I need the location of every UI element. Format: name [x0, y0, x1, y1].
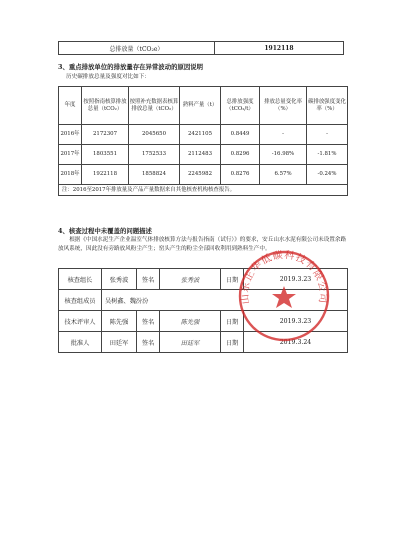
cell: -: [307, 125, 348, 145]
table-row: [59, 125, 348, 145]
signature: 陈先强: [160, 311, 221, 332]
cell: 1752533: [129, 145, 180, 165]
section4-title: 4、核查过程中未覆盖的问题描述: [58, 227, 152, 235]
member-names: 吴树鑫、魏汾汾: [102, 290, 348, 311]
company-stamp: [236, 248, 332, 344]
emissions-total-label: 总排放量（tCO₂e）: [59, 42, 215, 55]
cell: 6.57%: [260, 165, 307, 185]
sign-label: 签名: [137, 332, 160, 353]
table-row: [59, 145, 348, 165]
svg-text:山东正华低碳科技有限公司: 山东正华低碳科技有限公司: [239, 249, 329, 305]
date-value: 2019.3.23: [244, 311, 348, 332]
history-table: [58, 86, 348, 196]
role-label: 技术评审人: [59, 311, 102, 332]
table-note: 注：2016至2017年排放量及产品产量数据来自其他核查机构核查报告。: [59, 185, 348, 196]
cell: 1803551: [82, 145, 129, 165]
col-header-guide-total: 按照指南核算排放总量（tCO₂）: [82, 87, 129, 125]
col-header-year: 年度: [59, 87, 82, 125]
cell: -: [260, 125, 307, 145]
col-header-clinker: 熟料产量（t）: [180, 87, 221, 125]
cell-year: 2017年: [59, 145, 82, 165]
section3-title: 3、重点排放单位的排放量存在异常波动的原因说明: [58, 63, 204, 71]
date-value: 2019.3.24: [244, 332, 348, 353]
col-header-intensity-change: 碳排放强度变化率（%）: [307, 87, 348, 125]
cell: -16.98%: [260, 145, 307, 165]
cell: 0.8296: [221, 145, 260, 165]
person-name: 田廷军: [102, 332, 137, 353]
person-name: 张秀波: [102, 269, 137, 290]
sign-label: 签名: [137, 269, 160, 290]
signature: 张秀波: [160, 269, 221, 290]
cell: 1922118: [82, 165, 129, 185]
date-label: 日期: [221, 311, 244, 332]
cell: 0.8449: [221, 125, 260, 145]
col-header-intensity: 总排放强度（tCO₂/t）: [221, 87, 260, 125]
cell-year: 2016年: [59, 125, 82, 145]
role-label: 核查组长: [59, 269, 102, 290]
date-label: 日期: [221, 269, 244, 290]
emissions-total-value: 1912118: [215, 42, 344, 55]
role-label: 核查组成员: [59, 290, 102, 311]
cell: -1.81%: [307, 145, 348, 165]
role-label: 批准人: [59, 332, 102, 353]
person-name: 陈先强: [102, 311, 137, 332]
col-header-supp-total: 按照补充数据表核算排放总量（tCO₂）: [129, 87, 180, 125]
cell: 2245982: [180, 165, 221, 185]
date-label: 日期: [221, 332, 244, 353]
section3-subtitle: 历史碳排放总量及强度对比如下：: [66, 74, 150, 80]
cell: 2172307: [82, 125, 129, 145]
col-header-total-change: 排放总量变化率（%）: [260, 87, 307, 125]
section4-body: 根据《中国水泥生产企业温室气体排放核算方法与报告指南（试行）》的要求，安丘山水水泥有限公司未设置余路放风系统，因此没有旁路放风粉尘产生；窑头产生的粉尘全部回收利用到熟料生产中。: [58, 237, 347, 252]
cell: 1858824: [129, 165, 180, 185]
cell: -0.24%: [307, 165, 348, 185]
signature: 田廷军: [160, 332, 221, 353]
table-row: [59, 165, 348, 185]
cell-year: 2018年: [59, 165, 82, 185]
cell: 2421105: [180, 125, 221, 145]
date-value: 2019.3.23: [244, 269, 348, 290]
cell: 0.8276: [221, 165, 260, 185]
emissions-total-table: [58, 41, 344, 55]
sign-label: 签名: [137, 311, 160, 332]
cell: 2045650: [129, 125, 180, 145]
cell: 2112483: [180, 145, 221, 165]
